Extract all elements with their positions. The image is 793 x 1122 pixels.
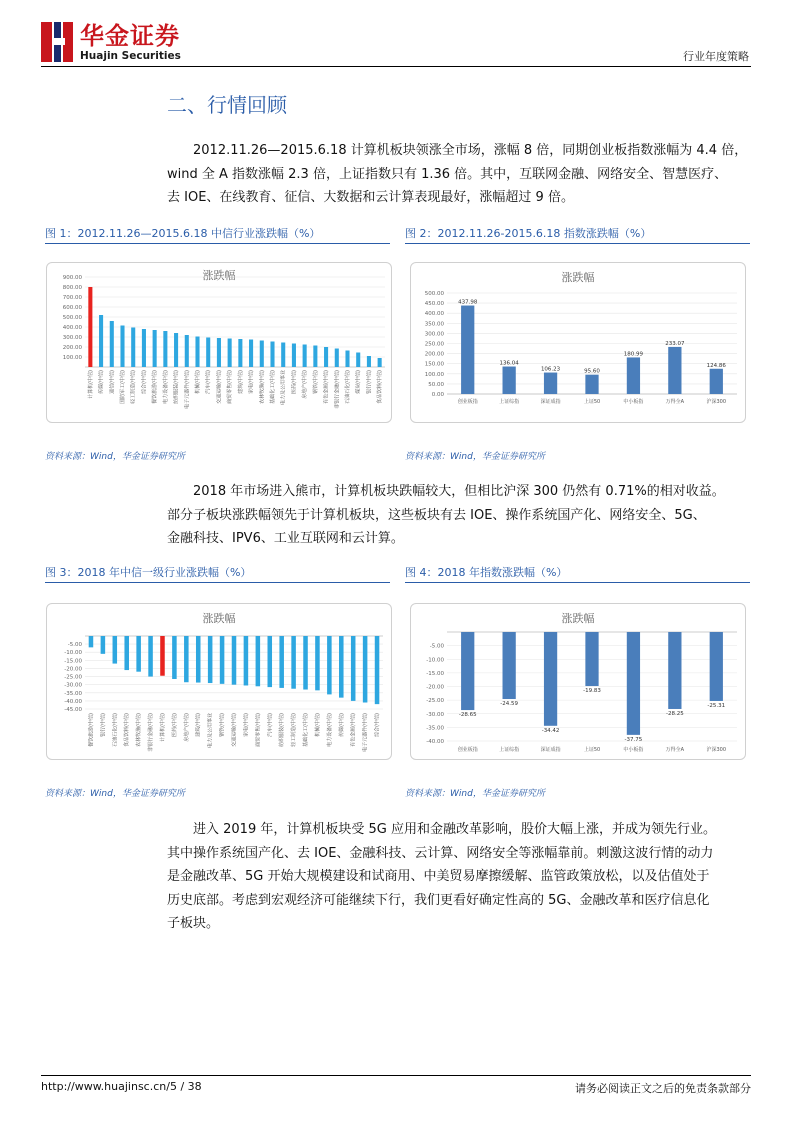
- x-tick-label: 万得全A: [665, 747, 685, 753]
- y-tick-label: -30.00: [64, 682, 82, 689]
- y-tick-label: 0.00: [431, 392, 444, 398]
- x-tick-label: 创业板指: [457, 399, 478, 405]
- bar: [148, 636, 153, 677]
- x-tick-label: 商贸零售(中信): [227, 370, 234, 404]
- paragraph-line: 历史底部。考虑到宏观经济可能继续下行，我们更看好确定性高的 5G、金融改革和医疗信息化: [167, 892, 710, 908]
- y-tick-label: -40.00: [426, 739, 444, 745]
- bar: [184, 636, 189, 682]
- paragraph-line: 去 IOE、在线教育、征信、大数据和云计算表现最好，涨幅超过 9 倍。: [167, 190, 574, 205]
- x-tick-label: 房地产(中信): [183, 713, 190, 742]
- bar: [544, 373, 557, 394]
- bar: [367, 356, 371, 367]
- bar: [238, 339, 242, 367]
- bar: [356, 353, 360, 368]
- x-tick-label: 上证50: [583, 399, 601, 405]
- y-tick-label: 500.00: [62, 315, 82, 321]
- x-tick-label: 计算机(中信): [159, 713, 166, 742]
- figure-2-source: 资料来源：Wind，华金证券研究所: [405, 452, 545, 462]
- data-label: -34.42: [541, 727, 560, 734]
- figure-3-caption-rule: [45, 582, 390, 583]
- bar: [339, 636, 344, 698]
- figure-4-svg: [411, 604, 745, 759]
- x-tick-label: 有色金属(中信): [323, 370, 330, 404]
- data-label: 233.07: [665, 340, 685, 347]
- bar: [585, 375, 598, 394]
- bar: [363, 636, 368, 703]
- bar: [710, 369, 723, 394]
- x-tick-label: 传媒(中信): [338, 713, 345, 737]
- bar: [303, 345, 307, 368]
- bar: [668, 347, 681, 394]
- y-tick-label: -15.00: [426, 670, 444, 677]
- bar: [461, 306, 474, 394]
- x-tick-label: 钢铁(中信): [219, 713, 226, 737]
- bar: [313, 346, 317, 368]
- data-label: 437.98: [458, 299, 478, 306]
- bar: [208, 636, 213, 683]
- x-tick-label: 银行(中信): [100, 713, 107, 737]
- figure-1-caption: 图 1：2012.11.26—2015.6.18 中信行业涨跌幅（%）: [45, 227, 321, 240]
- y-tick-label: 50.00: [428, 381, 444, 388]
- y-tick-label: 100.00: [424, 371, 444, 378]
- y-tick-label: -10.00: [64, 650, 82, 657]
- data-label: -28.65: [458, 712, 477, 719]
- x-tick-label: 汽车(中信): [205, 370, 212, 394]
- bar: [267, 636, 272, 687]
- x-tick-label: 商贸零售(中信): [255, 713, 262, 747]
- bar: [185, 335, 189, 367]
- x-tick-label: 沪深300: [706, 747, 727, 753]
- x-tick-label: 综合(中信): [374, 713, 381, 737]
- figure-3-source: 资料来源：Wind，华金证券研究所: [45, 789, 185, 799]
- y-tick-label: 150.00: [424, 361, 444, 368]
- y-tick-label: 100.00: [62, 355, 82, 361]
- x-tick-label: 汽车(中信): [267, 713, 274, 737]
- bar: [206, 338, 210, 368]
- figure-1-svg: [47, 263, 391, 422]
- paragraph-1: [167, 139, 750, 210]
- bar: [153, 330, 157, 367]
- bar: [260, 341, 264, 368]
- x-tick-label: 电力设备(中信): [162, 370, 169, 404]
- y-tick-label: -35.00: [64, 690, 82, 697]
- y-tick-label: -35.00: [426, 725, 444, 732]
- x-tick-label: 上证50: [583, 747, 601, 753]
- figure-2-caption: 图 2：2012.11.26-2015.6.18 指数涨跌幅（%）: [405, 227, 652, 240]
- x-tick-label: 电力设备(中信): [326, 713, 333, 747]
- chart-title: 涨跌幅: [202, 269, 236, 282]
- bar: [710, 632, 723, 701]
- x-tick-label: 机械(中信): [195, 370, 201, 394]
- x-tick-label: 基础化工(中信): [303, 713, 310, 747]
- bar: [668, 632, 681, 709]
- figure-1-chart: [46, 262, 392, 423]
- x-tick-label: 万得全A: [665, 399, 685, 405]
- data-label: -24.59: [500, 701, 519, 708]
- paragraph-line: 是金融改革、5G 开始大规模建设和试商用、中美贸易摩擦缓解、监管政策放松，以及估值处于: [167, 869, 710, 884]
- bar: [124, 636, 129, 670]
- x-tick-label: 计算机(中信): [87, 370, 94, 399]
- x-tick-label: 纺织服装(中信): [279, 713, 286, 747]
- section-title: 二、行情回顾: [167, 93, 287, 117]
- bar: [196, 636, 201, 683]
- figure-2-caption-rule: [405, 243, 750, 244]
- paragraph-line: 金融科技、IPV6、工业互联网和云计算。: [167, 531, 404, 546]
- x-tick-label: 中小板指: [623, 747, 644, 753]
- x-tick-label: 食品饮料(中信): [377, 370, 384, 404]
- y-tick-label: 250.00: [424, 341, 444, 348]
- figure-1-caption-rule: [45, 243, 390, 244]
- x-tick-label: 石油石化(中信): [345, 370, 351, 404]
- chart-title: 涨跌幅: [561, 612, 595, 625]
- bar: [292, 344, 296, 368]
- paragraph-line: 进入 2019 年，计算机板块受 5G 应用和金融改革影响，股价大幅上涨，并成为领先行业。: [193, 822, 716, 837]
- paragraph-line: 2018 年市场进入熊市，计算机板块跌幅较大，但相比沪深 300 仍然有 0.71%的相对收益。: [193, 484, 725, 499]
- bar: [220, 636, 225, 684]
- x-tick-label: 医药(中信): [171, 713, 178, 737]
- x-tick-label: 建筑(中信): [195, 713, 202, 737]
- paragraph-2: [167, 480, 750, 551]
- bar: [110, 321, 114, 367]
- bar: [131, 328, 135, 368]
- x-tick-label: 传媒(中信): [98, 370, 105, 394]
- bar: [461, 632, 474, 710]
- x-tick-label: 非银行金融(中信): [334, 370, 341, 409]
- y-tick-label: 300.00: [62, 335, 82, 341]
- bar: [195, 337, 199, 368]
- y-tick-label: 350.00: [424, 321, 444, 328]
- company-name-cn: 华金证券: [80, 22, 180, 50]
- bar: [256, 636, 261, 686]
- data-label: 124.86: [706, 362, 726, 369]
- bar: [279, 636, 284, 688]
- bar: [244, 636, 249, 685]
- paragraph-line: 部分子板块涨跌幅领先于计算机板块，这些板块有去 IOE、操作系统国产化、网络安全、5G、: [167, 507, 706, 523]
- bar: [324, 347, 328, 367]
- bar: [281, 343, 285, 368]
- figure-4-caption: 图 4：2018 年指数涨跌幅（%）: [405, 566, 568, 579]
- figure-1-source: 资料来源：Wind，华金证券研究所: [45, 452, 185, 462]
- header-divider: [41, 66, 751, 67]
- x-tick-label: 交通运输(中信): [216, 370, 223, 404]
- y-tick-label: 400.00: [424, 311, 444, 318]
- y-tick-label: -10.00: [426, 657, 444, 664]
- chart-title: 涨跌幅: [202, 612, 236, 625]
- bar: [217, 338, 221, 367]
- x-tick-label: 房地产(中信): [302, 370, 309, 399]
- bar: [88, 287, 92, 367]
- x-tick-label: 家电(中信): [243, 713, 250, 737]
- bar: [136, 636, 141, 672]
- x-tick-label: 上证综指: [499, 399, 520, 405]
- bar: [291, 636, 296, 689]
- bar: [232, 636, 237, 685]
- bar: [113, 636, 118, 664]
- y-tick-label: 450.00: [424, 301, 444, 308]
- x-tick-label: 家电(中信): [248, 370, 255, 394]
- x-tick-label: 电子元器件(中信): [184, 370, 191, 409]
- data-label: 106.23: [540, 366, 561, 373]
- x-tick-label: 食品饮料(中信): [124, 713, 131, 747]
- bar: [172, 636, 177, 679]
- y-tick-label: -40.00: [64, 698, 82, 705]
- y-tick-label: 200.00: [62, 345, 82, 351]
- footer-url[interactable]: http://www.huajinsc.cn/5 / 38: [41, 1080, 202, 1093]
- chart-title: 涨跌幅: [561, 271, 595, 284]
- bar: [378, 358, 382, 367]
- bar: [585, 632, 598, 686]
- bar: [249, 340, 253, 368]
- bar: [315, 636, 320, 690]
- figure-2-chart: [410, 262, 746, 423]
- data-label: 180.99: [623, 351, 644, 358]
- paragraph-line: 2012.11.26—2015.6.18 计算机板块领涨全市场，涨幅 8 倍，同期创业板指数涨幅为 4.4 倍，: [193, 143, 748, 158]
- paragraph-3: [167, 818, 750, 936]
- x-tick-label: 纺织服装(中信): [173, 370, 180, 404]
- x-tick-label: 石油石化(中信): [112, 713, 119, 747]
- y-tick-label: 500.00: [424, 291, 444, 297]
- figure-3-svg: [47, 604, 391, 759]
- x-tick-label: 电力及公用事业: [207, 713, 214, 749]
- bar: [142, 329, 146, 367]
- y-tick-label: 400.00: [62, 325, 82, 331]
- data-label: -28.25: [665, 710, 684, 717]
- x-tick-label: 电子元器件(中信): [362, 713, 369, 752]
- bar: [101, 636, 106, 654]
- bar: [303, 636, 308, 690]
- bar: [89, 636, 94, 647]
- x-tick-label: 餐饮旅游(中信): [88, 713, 95, 747]
- company-logo-icon: [41, 22, 73, 62]
- bar: [160, 636, 165, 676]
- bar: [627, 632, 640, 735]
- figure-2-svg: [411, 263, 745, 422]
- y-tick-label: -30.00: [426, 711, 444, 718]
- x-tick-label: 基础化工(中信): [270, 370, 276, 404]
- bar: [345, 351, 349, 368]
- bar: [99, 315, 103, 367]
- x-tick-label: 电力及公用事业: [280, 370, 287, 406]
- x-tick-label: 非银行金融(中信): [148, 713, 155, 752]
- bar: [375, 636, 380, 704]
- x-tick-label: 农林牧渔(中信): [259, 370, 266, 404]
- bar: [327, 636, 332, 694]
- x-tick-label: 医药(中信): [291, 370, 298, 394]
- bar: [335, 349, 339, 368]
- data-label: -25.31: [707, 702, 726, 709]
- bar: [503, 367, 516, 394]
- x-tick-label: 餐饮旅游(中信): [152, 370, 159, 404]
- bar: [120, 326, 124, 368]
- document-type: 行业年度策略: [683, 50, 749, 63]
- bar: [228, 339, 232, 368]
- y-tick-label: 800.00: [62, 285, 82, 291]
- bar: [270, 342, 274, 368]
- figure-3-chart: [46, 603, 392, 760]
- y-tick-label: -15.00: [64, 658, 82, 665]
- y-tick-label: -45.00: [64, 707, 82, 713]
- y-tick-label: 700.00: [62, 295, 82, 301]
- company-name-en: Huajin Securities: [80, 50, 181, 62]
- y-tick-label: 900.00: [62, 275, 82, 281]
- x-tick-label: 轻工制造(中信): [291, 713, 298, 747]
- bar: [351, 636, 356, 701]
- bar: [174, 333, 178, 367]
- x-tick-label: 创业板指: [457, 747, 478, 753]
- x-tick-label: 钢铁(中信): [312, 370, 319, 394]
- y-tick-label: 200.00: [424, 351, 444, 358]
- data-label: 95.60: [584, 368, 600, 375]
- x-tick-label: 有色金属(中信): [350, 713, 357, 747]
- x-tick-label: 煤炭(中信): [355, 370, 362, 394]
- x-tick-label: 深证成指: [540, 399, 561, 405]
- x-tick-label: 农林牧渔(中信): [136, 713, 143, 747]
- figure-4-chart: [410, 603, 746, 760]
- footer-disclaimer: 请务必阅读正文之后的免责条款部分: [575, 1082, 751, 1095]
- x-tick-label: 银行(中信): [366, 370, 373, 394]
- bar: [627, 357, 640, 394]
- bar: [544, 632, 557, 726]
- figure-3-caption: 图 3：2018 年中信一级行业涨跌幅（%）: [45, 566, 252, 579]
- data-label: -37.75: [624, 736, 643, 743]
- data-label: 136.04: [499, 360, 519, 367]
- x-tick-label: 深证成指: [540, 747, 561, 753]
- x-tick-label: 上证综指: [499, 747, 520, 753]
- figure-4-source: 资料来源：Wind，华金证券研究所: [405, 789, 545, 799]
- figure-4-caption-rule: [405, 582, 750, 583]
- x-tick-label: 交通运输(中信): [231, 713, 238, 747]
- x-tick-label: 建筑(中信): [237, 370, 244, 394]
- y-tick-label: -20.00: [64, 666, 82, 673]
- y-tick-label: 300.00: [424, 331, 444, 338]
- y-tick-label: -25.00: [64, 674, 82, 681]
- data-label: -19.83: [583, 688, 601, 695]
- paragraph-line: 子板块。: [167, 916, 220, 931]
- x-tick-label: 轻工制造(中信): [130, 370, 137, 404]
- paragraph-line: 其中操作系统国产化、去 IOE、金融科技、云计算、网络安全等涨幅靠前。刺激这波行情的动力: [167, 845, 714, 861]
- x-tick-label: 中小板指: [623, 399, 644, 405]
- paragraph-line: wind 全 A 指数涨幅 2.3 倍，上证指数只有 1.36 倍。其中，互联网金融、网络安全、智慧医疗、: [167, 166, 728, 182]
- x-tick-label: 机械(中信): [314, 713, 321, 737]
- footer-divider: [41, 1075, 751, 1076]
- bar: [503, 632, 516, 699]
- x-tick-label: 国防军工(中信): [120, 370, 126, 404]
- x-tick-label: 沪深300: [706, 399, 727, 405]
- y-tick-label: -20.00: [426, 684, 444, 691]
- x-tick-label: 通信(中信): [109, 370, 116, 394]
- x-tick-label: 综合(中信): [141, 370, 148, 394]
- y-tick-label: -25.00: [426, 698, 444, 705]
- y-tick-label: 600.00: [62, 305, 82, 311]
- bar: [163, 331, 167, 367]
- y-tick-label: -5.00: [67, 642, 82, 649]
- y-tick-label: -5.00: [429, 643, 444, 650]
